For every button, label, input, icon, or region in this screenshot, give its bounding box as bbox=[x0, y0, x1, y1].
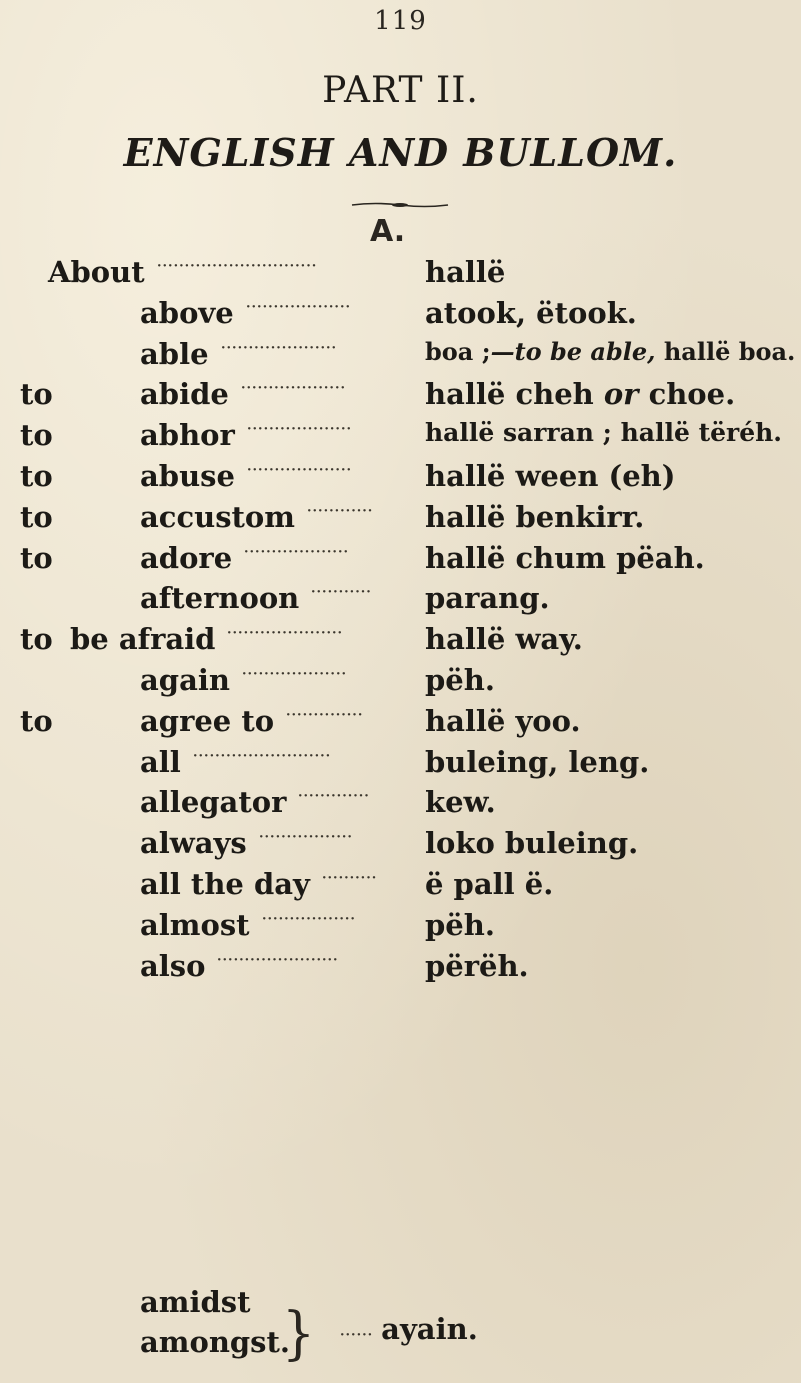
leader-dots: ··················· bbox=[246, 299, 351, 315]
entry-english-word: abuse bbox=[140, 459, 235, 493]
entry-prefix: to bbox=[20, 622, 53, 657]
entry-english-word: allegator bbox=[140, 785, 287, 820]
leader-dots: ·············· bbox=[286, 707, 364, 723]
leader-dots: ············· bbox=[298, 789, 370, 805]
leader-dots: ··················· bbox=[247, 463, 352, 478]
leader-dots: ············ bbox=[307, 503, 374, 519]
dictionary-entry bbox=[0, 255, 801, 295]
leader-dots: ··········· bbox=[311, 585, 372, 601]
ornament-rule bbox=[350, 202, 450, 208]
grouped-bullom-text: ayain. bbox=[381, 1312, 478, 1346]
dictionary-entry bbox=[0, 337, 801, 377]
entry-english-word: abide bbox=[140, 377, 229, 412]
dictionary-entry bbox=[0, 581, 801, 621]
entry-bullom-translation: pëh. bbox=[425, 663, 495, 697]
entry-bullom-italic: or bbox=[603, 377, 639, 412]
entry-bullom-italic: —to be able, bbox=[490, 336, 656, 366]
section-letter: A. bbox=[370, 214, 406, 249]
dictionary-entry bbox=[0, 500, 801, 540]
dictionary-entry bbox=[0, 949, 801, 989]
part-heading: PART II. bbox=[322, 70, 479, 111]
dictionary-entry bbox=[0, 867, 801, 907]
entry-bullom-translation: hallë bbox=[425, 255, 506, 289]
grouped-english-amidst: amidst bbox=[140, 1285, 251, 1319]
dictionary-entry bbox=[0, 377, 801, 417]
entry-english-word: again bbox=[140, 663, 230, 697]
entry-english-word: About bbox=[48, 255, 145, 289]
entry-english-word: able bbox=[140, 336, 209, 371]
entry-english-word: above bbox=[140, 295, 234, 330]
dictionary-entry bbox=[0, 663, 801, 703]
entry-prefix: to bbox=[20, 540, 53, 575]
leader-dots: ················· bbox=[262, 911, 356, 927]
entry-english-word: almost bbox=[140, 907, 250, 942]
entry-english-word: also bbox=[140, 948, 206, 983]
grouped-bullom bbox=[340, 1312, 478, 1346]
dictionary-entry bbox=[0, 622, 801, 662]
leader-dots: ····················· bbox=[221, 340, 338, 356]
entry-bullom-translation: hallë ween (eh) bbox=[425, 459, 676, 493]
brace: } bbox=[282, 1301, 316, 1367]
dictionary-entry bbox=[0, 459, 801, 499]
dictionary-entry bbox=[0, 745, 801, 785]
leader-dots: ··················· bbox=[241, 381, 346, 397]
entry-bullom-translation: loko buleing. bbox=[425, 826, 639, 861]
leader-dots: ························· bbox=[193, 748, 332, 764]
entry-bullom-translation: hallë way. bbox=[425, 622, 583, 657]
entry-english-word: afternoon bbox=[140, 581, 300, 616]
dictionary-entry bbox=[0, 541, 801, 581]
entry-bullom-translation: hallë sarran ; hallë tëréh. bbox=[425, 418, 782, 448]
dictionary-entry bbox=[0, 908, 801, 948]
entry-english-word: accustom bbox=[140, 499, 295, 534]
grouped-english-amongst: amongst. bbox=[140, 1325, 290, 1359]
entry-bullom-translation: buleing, leng. bbox=[425, 744, 650, 779]
leader-dots: ················· bbox=[259, 830, 353, 846]
dictionary-entry bbox=[0, 704, 801, 744]
entry-prefix: to bbox=[20, 418, 53, 453]
page-number: 119 bbox=[374, 6, 427, 36]
entry-bullom-translation: përëh. bbox=[425, 948, 529, 983]
leader-dots: ······ bbox=[340, 1328, 374, 1343]
entry-english-word: always bbox=[140, 826, 247, 861]
entry-english-word: abhor bbox=[140, 418, 235, 453]
dictionary-entry bbox=[0, 296, 801, 336]
entry-english-word: adore bbox=[140, 540, 233, 575]
entry-bullom-translation: hallë yoo. bbox=[425, 703, 581, 738]
entry-bullom-translation: boa ;—to be able, hallë boa. bbox=[425, 336, 796, 366]
entry-bullom-translation: parang. bbox=[425, 581, 550, 616]
leader-dots: ······················ bbox=[217, 952, 339, 968]
entry-bullom-translation: hallë cheh or choe. bbox=[425, 377, 736, 412]
leader-dots: ··················· bbox=[242, 667, 347, 682]
dictionary-entry bbox=[0, 826, 801, 866]
entry-bullom-translation: hallë chum pëah. bbox=[425, 540, 705, 575]
entry-bullom-translation: kew. bbox=[425, 785, 496, 820]
entry-bullom-translation: ë pall ë. bbox=[425, 867, 554, 901]
entry-english-word: agree to bbox=[140, 703, 275, 738]
entry-prefix: to bbox=[20, 703, 53, 738]
entry-prefix: to bbox=[20, 377, 53, 412]
entry-bullom-translation: atook, ëtook. bbox=[425, 295, 637, 330]
dictionary-entry bbox=[0, 785, 801, 825]
dictionary-entry bbox=[0, 418, 801, 458]
section-title: ENGLISH AND BULLOM. bbox=[123, 130, 678, 175]
leader-dots: ··················· bbox=[247, 422, 352, 438]
entry-bullom-translation: pëh. bbox=[425, 907, 495, 942]
entry-prefix: to bbox=[20, 499, 53, 534]
entry-bullom-translation: hallë benkirr. bbox=[425, 499, 645, 534]
leader-dots: ····················· bbox=[227, 626, 344, 642]
leader-dots: ··················· bbox=[244, 544, 349, 560]
entry-english-word: all the day bbox=[140, 867, 310, 901]
entry-english-word: all bbox=[140, 744, 181, 779]
entry-prefix: to bbox=[20, 459, 53, 493]
leader-dots: ·········· bbox=[322, 871, 378, 886]
leader-dots: ····························· bbox=[157, 259, 318, 274]
entry-english-word: be afraid bbox=[70, 622, 216, 657]
